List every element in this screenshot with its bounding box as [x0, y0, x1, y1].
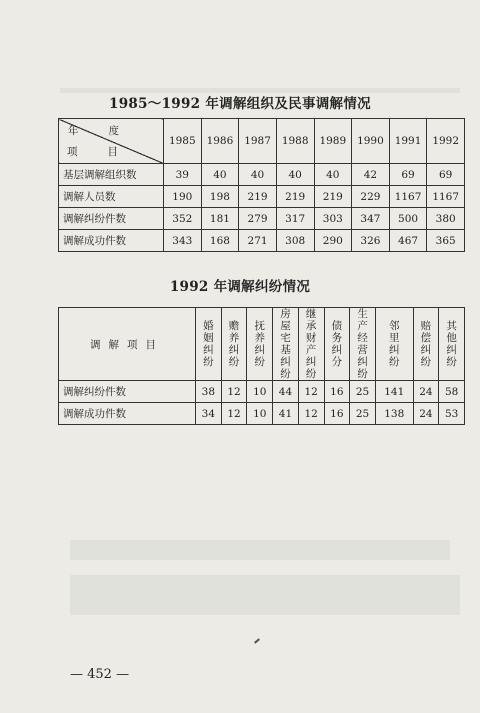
row-label: 基层调解组织数 — [59, 164, 164, 186]
table-cell: 219 — [239, 186, 277, 208]
corner-year-label: 年度 — [68, 125, 149, 137]
table-cell: 34 — [196, 403, 222, 425]
table-row — [59, 381, 465, 403]
year-header: 1985 — [164, 119, 202, 164]
column-header — [273, 308, 299, 381]
table-cell: 40 — [201, 164, 239, 186]
table-cell: 58 — [439, 381, 465, 403]
year-header: 1988 — [276, 119, 314, 164]
column-header-text: 赡养纠纷 — [228, 320, 240, 368]
table1 — [58, 118, 465, 252]
column-header — [413, 308, 439, 381]
page-number: — 452 — — [70, 667, 130, 682]
column-header — [324, 308, 350, 381]
table-cell: 10 — [247, 381, 273, 403]
ink-mark — [254, 638, 260, 643]
table-cell: 12 — [298, 403, 324, 425]
year-header: 1991 — [389, 119, 427, 164]
column-header — [196, 308, 222, 381]
column-header — [298, 308, 324, 381]
table-row — [59, 164, 465, 186]
table-cell: 25 — [350, 381, 376, 403]
item-header: 调解项目 — [59, 308, 196, 381]
table-cell: 39 — [164, 164, 202, 186]
table-row — [59, 403, 465, 425]
table-cell: 16 — [324, 381, 350, 403]
table-cell: 69 — [389, 164, 427, 186]
table-cell: 326 — [352, 230, 390, 252]
table-cell: 40 — [239, 164, 277, 186]
table-cell: 190 — [164, 186, 202, 208]
column-header-text: 房屋宅基纠纷 — [280, 308, 291, 380]
table-cell: 24 — [413, 403, 439, 425]
table-cell: 24 — [413, 381, 439, 403]
table-cell: 12 — [221, 403, 247, 425]
table1-corner-cell — [59, 119, 164, 164]
table-cell: 467 — [389, 230, 427, 252]
table-cell: 1167 — [427, 186, 465, 208]
table-cell: 12 — [221, 381, 247, 403]
column-header-text: 继承财产纠纷 — [305, 308, 317, 380]
row-label: 调解纠纷件数 — [59, 208, 164, 230]
bleed-through — [70, 540, 450, 560]
table-cell: 138 — [375, 403, 413, 425]
column-header — [221, 308, 247, 381]
column-header — [375, 308, 413, 381]
table-cell: 347 — [352, 208, 390, 230]
table-cell: 40 — [276, 164, 314, 186]
year-header: 1990 — [352, 119, 390, 164]
year-header: 1992 — [427, 119, 465, 164]
corner-item-label: 项目 — [67, 146, 148, 158]
row-label: 调解人员数 — [59, 186, 164, 208]
column-header-text: 抚养纠纷 — [254, 320, 265, 368]
column-header — [247, 308, 273, 381]
table-cell: 317 — [276, 208, 314, 230]
table1-header-row — [59, 119, 465, 164]
table-cell: 279 — [239, 208, 277, 230]
year-header: 1987 — [239, 119, 277, 164]
table-cell: 69 — [427, 164, 465, 186]
table-cell: 53 — [439, 403, 465, 425]
table2-header-row — [59, 308, 465, 381]
table-row — [59, 186, 465, 208]
table-row — [59, 230, 465, 252]
table-cell: 271 — [239, 230, 277, 252]
column-header-text: 生产经营纠纷 — [357, 308, 368, 380]
table-cell: 42 — [352, 164, 390, 186]
table-cell: 38 — [196, 381, 222, 403]
table-cell: 500 — [389, 208, 427, 230]
column-header-text: 邻里纠纷 — [388, 320, 400, 368]
table-cell: 380 — [427, 208, 465, 230]
table-cell: 181 — [201, 208, 239, 230]
table-cell: 343 — [164, 230, 202, 252]
row-label: 调解成功件数 — [59, 403, 196, 425]
table-cell: 168 — [201, 230, 239, 252]
table-cell: 10 — [247, 403, 273, 425]
table-cell: 303 — [314, 208, 352, 230]
bleed-through — [70, 575, 460, 615]
table-cell: 308 — [276, 230, 314, 252]
column-header — [350, 308, 376, 381]
table1-title: 1985～1992 年调解组织及民事调解情况 — [109, 96, 371, 112]
row-label: 调解纠纷件数 — [59, 381, 196, 403]
table-cell: 40 — [314, 164, 352, 186]
table-cell: 219 — [314, 186, 352, 208]
year-header: 1989 — [314, 119, 352, 164]
year-header: 1986 — [201, 119, 239, 164]
column-header-text: 债务纠分 — [331, 320, 343, 368]
table-cell: 16 — [324, 403, 350, 425]
table-cell: 290 — [314, 230, 352, 252]
table-cell: 352 — [164, 208, 202, 230]
column-header-text: 其他纠纷 — [446, 320, 457, 368]
table2-title: 1992 年调解纠纷情况 — [169, 279, 311, 295]
table-cell: 219 — [276, 186, 314, 208]
table2 — [58, 307, 465, 425]
table-cell: 198 — [201, 186, 239, 208]
table-cell: 25 — [350, 403, 376, 425]
table-cell: 41 — [273, 403, 299, 425]
table-cell: 141 — [375, 381, 413, 403]
row-label: 调解成功件数 — [59, 230, 164, 252]
column-header — [439, 308, 465, 381]
column-header-text: 赔偿纠纷 — [420, 320, 432, 368]
table-cell: 365 — [427, 230, 465, 252]
column-header-text: 婚姻纠纷 — [203, 320, 214, 368]
table-row — [59, 208, 465, 230]
table-cell: 44 — [273, 381, 299, 403]
table-cell: 1167 — [389, 186, 427, 208]
table-cell: 12 — [298, 381, 324, 403]
table-cell: 229 — [352, 186, 390, 208]
